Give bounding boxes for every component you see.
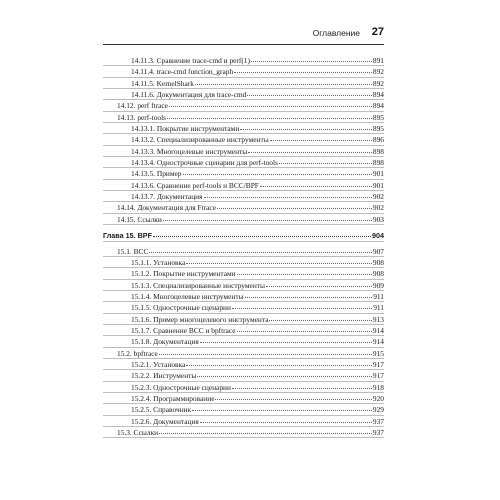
toc-entry-title: 14.11.3. Сравнение trace-cmd и perf(1)	[131, 56, 250, 65]
toc-entry-page: 896	[372, 135, 384, 145]
toc-entry-page: 894	[372, 90, 384, 100]
toc-entry-title: 15.1. BCC	[117, 246, 149, 256]
running-header	[103, 27, 384, 41]
dot-leader	[204, 191, 372, 198]
toc-entry-title: 14.14. Документация для Ftrace	[117, 203, 216, 213]
toc-entry	[103, 314, 384, 325]
toc-entry-page: 908	[372, 257, 384, 267]
toc-entry-page: 892	[372, 67, 384, 77]
toc-entry-title: 15.2.3. Однострочные сценарии	[131, 382, 231, 392]
dot-leader	[200, 336, 372, 343]
toc-entry-title: 14.13.4. Однострочные сценарии для perf-tools	[131, 158, 278, 168]
dot-leader	[153, 230, 371, 237]
toc-chapter-entry	[103, 230, 384, 241]
toc-entry-page: 913	[372, 314, 384, 324]
row-rule	[103, 224, 384, 225]
toc-entry	[103, 370, 384, 381]
toc-entry	[103, 100, 384, 111]
toc-entry-page: 903	[372, 214, 384, 224]
dot-leader	[169, 100, 372, 107]
toc-entry-title: 15.1.8. Документация	[131, 337, 199, 347]
toc-entry-page: 914	[372, 337, 384, 347]
toc-entry-page: 918	[372, 382, 384, 392]
dot-leader	[234, 66, 372, 73]
page-number: 27	[371, 26, 384, 38]
toc-entry-title: 15.2.2. Инструменты	[131, 371, 197, 381]
toc-entry-page: 892	[372, 78, 384, 88]
toc-entry	[103, 336, 384, 347]
toc-entry-title: 14.11.4. trace-cmd function_graph	[131, 67, 234, 77]
toc-entry	[103, 202, 384, 213]
dot-leader	[215, 393, 371, 400]
running-header-section: Оглавление	[312, 28, 360, 38]
dot-leader	[269, 314, 371, 321]
toc-entry-page: 908	[372, 269, 384, 279]
toc-entry	[103, 123, 384, 134]
dot-leader	[266, 280, 372, 287]
toc-entry	[103, 280, 384, 291]
toc-entry-page: 902	[372, 203, 384, 213]
toc-entry	[103, 157, 384, 168]
toc-entry	[103, 168, 384, 179]
dot-leader	[186, 359, 372, 366]
toc-entry-title: 15.1.6. Пример многоцелевого инструмента	[131, 314, 269, 324]
toc-entry	[103, 291, 384, 302]
toc-entry-title: 14.13.1. Покрытие инструментами	[131, 124, 240, 134]
toc-entry-page: 901	[372, 180, 384, 190]
toc-entry-title: 15.2.1. Установка	[131, 359, 186, 369]
dot-leader	[270, 134, 372, 141]
dot-leader	[197, 370, 372, 377]
toc-entry	[103, 134, 384, 145]
dot-leader	[247, 89, 372, 96]
toc-entry-page: 895	[372, 124, 384, 134]
dot-leader	[217, 202, 372, 209]
toc-entry-page: 937	[372, 428, 384, 437]
toc-entry-title: Глава 15. BPF	[103, 231, 152, 241]
toc-entry-page: 898	[372, 146, 384, 156]
toc-entry-page: 937	[372, 416, 384, 426]
toc-entry-title: 15.1.4. Многоцелевые инструменты	[131, 291, 244, 301]
dot-leader	[245, 291, 373, 298]
dot-leader	[192, 404, 372, 411]
dot-leader	[186, 257, 372, 264]
dot-leader	[237, 268, 372, 275]
toc-entry	[103, 89, 384, 100]
dot-leader	[159, 427, 372, 434]
dot-leader	[260, 180, 372, 187]
toc-entry-page: 902	[372, 192, 384, 202]
toc-entry-title: 14.13.6. Сравнение perf-tools и BCC/BPF	[131, 180, 259, 190]
toc-entry-page: 917	[372, 371, 384, 381]
toc-entry	[103, 404, 384, 415]
toc-entry	[103, 180, 384, 191]
toc-entry-title: 15.2.4. Программирование	[131, 393, 215, 403]
toc-entry-page: 920	[372, 393, 384, 403]
toc-entry	[103, 302, 384, 313]
dot-leader	[251, 55, 372, 62]
toc-entry-page: 915	[372, 348, 384, 358]
toc-entry-title: 15.2.6. Документация	[131, 416, 199, 426]
row-rule	[103, 437, 384, 438]
toc-entry	[103, 325, 384, 336]
dot-leader	[240, 123, 372, 130]
toc-entry-title: 14.11.5. KernelShark	[131, 78, 194, 88]
dot-leader	[195, 78, 372, 85]
toc-entry-page: 911	[373, 303, 384, 313]
dot-leader	[200, 416, 372, 423]
toc-entry-title: 14.13.3. Многоцелевые инструменты	[131, 146, 248, 156]
toc-entry-title: 15.1.3. Специализированные инструменты	[131, 280, 265, 290]
toc-entry-title: 15.1.7. Сравнение BCC и bpftrace	[131, 325, 236, 335]
toc-entry-page: 911	[373, 291, 384, 301]
row-rule	[103, 241, 384, 242]
toc-entry	[103, 214, 384, 225]
toc-entry-title: 15.3. Ссылки	[117, 428, 159, 437]
toc-entry	[103, 257, 384, 268]
dot-leader	[159, 348, 372, 355]
toc-entry-title: 15.1.1. Установка	[131, 257, 186, 267]
toc-entry-page: 895	[372, 112, 384, 122]
toc-entry	[103, 146, 384, 157]
toc-entry	[103, 382, 384, 393]
toc-entry-page: 907	[372, 246, 384, 256]
toc-entry	[103, 359, 384, 370]
toc-entry	[103, 191, 384, 202]
toc-entry	[103, 393, 384, 404]
toc-entry-page: 917	[372, 359, 384, 369]
toc-entry-page: 929	[372, 405, 384, 415]
toc-entry-title: 15.2.5. Справочник	[131, 405, 192, 415]
dot-leader	[232, 302, 372, 309]
toc-entry-title: 15.1.2. Покрытие инструментами	[131, 269, 236, 279]
toc-entry-page: 909	[372, 280, 384, 290]
dot-leader	[237, 325, 372, 332]
header-rule	[103, 44, 384, 45]
toc-entry-page: 901	[372, 169, 384, 179]
toc-entry	[103, 66, 384, 77]
toc-entry-page: 898	[372, 158, 384, 168]
toc-entry	[103, 427, 384, 438]
dot-leader	[248, 146, 372, 153]
toc-entry-title: 14.13.5. Пример	[131, 169, 182, 179]
toc-entry-page: 891	[372, 56, 384, 65]
dot-leader	[232, 382, 372, 389]
dot-leader	[167, 112, 372, 119]
dot-leader	[279, 157, 372, 164]
toc-entry	[103, 348, 384, 359]
toc-entry-title: 15.2. bpftrace	[117, 348, 158, 358]
toc-entry	[103, 416, 384, 427]
toc-entry-page: 894	[372, 101, 384, 111]
toc-entry-title: 14.11.6. Документация для trace-cmd	[131, 90, 247, 100]
toc-entry-title: 14.12. perf ftrace	[117, 101, 168, 111]
toc-entry-title: 15.1.5. Однострочные сценарии	[131, 303, 231, 313]
toc-entry-title: 14.13. perf-tools	[117, 112, 167, 122]
dot-leader	[149, 246, 371, 253]
toc-entry-title: 14.13.2. Специализированные инструменты	[131, 135, 269, 145]
table-of-contents	[103, 55, 384, 438]
toc-entry-page: 914	[372, 325, 384, 335]
toc-entry	[103, 55, 384, 66]
toc-entry	[103, 78, 384, 89]
toc-entry-page: 904	[372, 231, 384, 241]
toc-entry	[103, 246, 384, 257]
toc-entry-title: 14.15. Ссылки	[117, 214, 162, 224]
dot-leader	[163, 214, 372, 221]
toc-entry-title: 14.13.7. Документация	[131, 192, 203, 202]
toc-entry	[103, 268, 384, 279]
dot-leader	[183, 168, 372, 175]
toc-entry	[103, 112, 384, 123]
